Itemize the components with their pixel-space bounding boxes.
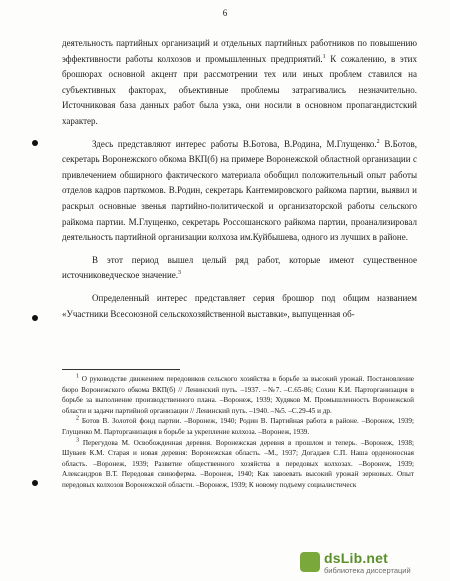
- watermark[interactable]: [300, 550, 448, 578]
- paragraph-4: Определенный интерес представляет серия брошюр под общим названием «Участники Всесоюзной сельскохозяйственной выставки», выпущенная об-: [62, 292, 417, 319]
- footnote-separator: [62, 369, 180, 370]
- footnote-1: $^1$ О руководстве движением передовиков сельского хозяйства в борьбе за высокий урожай. Постановление бюро Воронежского обкома ВКП(б) // Ленинский путь. –1937. –№7. –С.65-86; Сохин К.И. Парторганизация в борьбе за выполнение производственного плана. –Воронеж, 1939; Худяков М. Промышленность Воронежской области и задачи партийной организации // Ленинский путь. –1940. –№5. –С.29-45 и др.: [62, 373, 414, 415]
- body-text: [62, 36, 417, 329]
- footnote-ref-1[interactable]: 1: [322, 53, 326, 60]
- library-logo-icon: [300, 552, 320, 572]
- margin-dot-icon: [32, 315, 38, 321]
- watermark-tagline: библиотека диссертаций: [324, 566, 411, 575]
- paragraph-1: деятельность партийных организаций и отдельных партийных работников по повышению эффективности работы колхозов и промышленных предприятий.$^1$ К сожалению, в этих брошюрах основной акцент при рассмотрении тех или иных проблем ставился на субъективных факторах, объективные проблемы затрагивались незначительно. Источниковая база данных работ была узка, они носили в основном пропагандистский характер.: [62, 38, 417, 126]
- footnote-ref-2[interactable]: 2: [376, 138, 380, 145]
- margin-dot-icon: [32, 140, 38, 146]
- footnote-num-3: 3: [76, 437, 79, 444]
- paragraph-2: Здесь представляют интерес работы В.Ботова, В.Родина, М.Глущенко.$^2$ В.Ботов, секретарь Воронежского обкома ВКП(б) на примере Воронежской областной организации с привлечением обширного фактического материала обобщил положительный опыт работы отделов кадров парткомов. В.Родин, секретарь Кантемировского райкома партии, выявил и раскрыл основные звенья партийно-политической и организаторской работы сельского райкома партии. М.Глущенко, секретарь Россошанского райкома партии, проанализировал деятельность партийной организации колхоза им.Куйбышева, одного из лучших в районе.: [62, 138, 417, 243]
- footnote-num-1: 1: [76, 373, 79, 380]
- footnote-num-2: 2: [76, 415, 79, 422]
- margin-dot-icon: [32, 480, 38, 486]
- paragraph-3: В этот период вышел целый ряд работ, которые имеют существенное источниковедческое значение.$^3$: [62, 254, 417, 281]
- footnotes: [62, 374, 414, 491]
- watermark-logo: dsLib.net: [324, 550, 389, 566]
- page-number: 6: [222, 8, 228, 18]
- footnote-ref-3[interactable]: 3: [178, 270, 182, 277]
- footnote-2: $^2$ Ботов В. Золотой фонд партии. –Воронеж, 1940; Родин В. Партийная работа в районе. –Воронеж, 1939; Глущенко М. Парторганизация в борьбе за укрепление колхоза. –Воронеж, 1939.: [62, 415, 414, 436]
- footnote-3: $^3$ Перегудова М. Освобожденная деревня. Воронежская деревня в прошлом и теперь. –Воронеж, 1938; Шуваев К.М. Старая и новая деревня: Воронежская область. –М., 1937; Догадаев С.П. Наша орденоносная область. –Воронеж, 1939; Развитие общественного хозяйства в передовых колхозах. –Воронеж, 1939; Александров В.Т. Передовая свиноферма. –Воронеж, 1940; Как завоевать высокий урожай зерновых. Опыт передовых колхозов Воронежской области. –Воронеж, 1939; К новому подъему социалистическ: [62, 437, 414, 489]
